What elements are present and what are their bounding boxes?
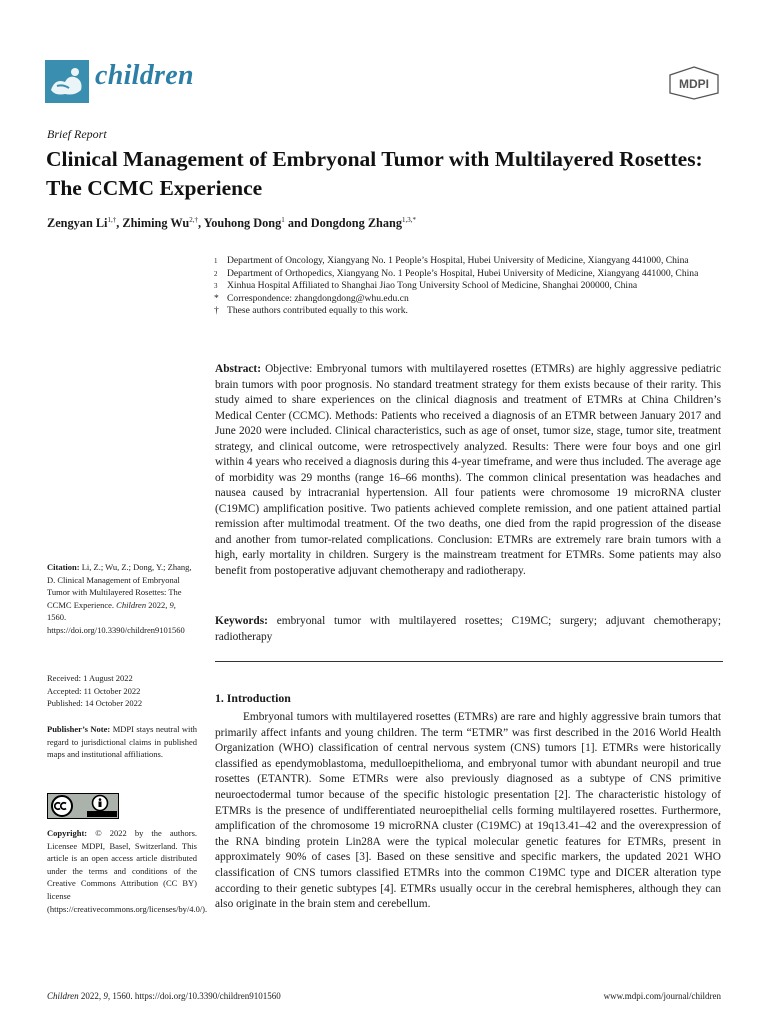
footer-citation: Children 2022, 9, 1560. https://doi.org/10.3390/children9101560 (47, 991, 281, 1001)
mdpi-logo (668, 66, 720, 100)
cc-by-icon[interactable] (47, 793, 119, 819)
footer-volume: 9 (103, 991, 108, 1001)
affiliation-mark: * (214, 292, 219, 304)
author-affil-mark: 1,† (107, 216, 117, 224)
affiliation-text: Department of Orthopedics, Xiangyang No. 1 People’s Hospital, Hubei University of Medicine, Xiangyang 441000, China (227, 267, 699, 279)
author-name: Dongdong Zhang (310, 216, 403, 231)
equal-contribution-item (214, 305, 734, 318)
abstract-text: Objective: Embryonal tumors with multilayered rosettes (ETMRs) are highly aggressive pediatric brain tumors with poor prognosis. No standard treatment strategy for them exists because of their rarity. This study aimed to share experiences on the clinical diagnosis and treatment of ETMRs at China Children’s Medical Center (CCMC). Methods: Patients who received a diagnosis of an ETMR between January 2017 and June 2020 were included. Clinical characteristics, such as age of onset, tumor size, stage, tumor site, treatment strategy, and clinical outcome, were retrospectively analyzed. Results: There were four boys and one girl within 4 years who received a diagnosis during this 4-year timeframe, and were thus included. The average age of morbidity was 29 months (range 16–66 months). The common clinical presentation was headaches and nausea caused by intracranial hypertension. All four patients were chromosome 19 microRNA cluster (C19MC) amplification positive. Two patients achieved complete remission, and one patient attained partial remission after multimodal treatment. Of the two deaths, one died from the rapid progression of the disease and another from tumor-related complications. Conclusion: ETMRs are extremely rare brain tumors with a high, early mortality in children. Surgery is the mainstream treatment for ETMRs. Some patients may also benefit from postoperative adjuvant chemotherapy and radiotherapy. (215, 363, 721, 577)
article-type: Brief Report (47, 127, 107, 141)
citation-doi[interactable]: , 1560. https://doi.org/10.3390/children9101560 (47, 599, 185, 635)
author-affil-mark: 1,3,* (402, 216, 417, 224)
copyright-block (47, 827, 208, 915)
affiliation-mark: 2 (214, 269, 218, 278)
footer-journal-url[interactable]: www.mdpi.com/journal/children (603, 991, 721, 1001)
publisher-note (47, 723, 197, 761)
journal-name: children (95, 60, 194, 91)
affiliation-item (214, 255, 734, 268)
copyright-label: Copyright: (47, 828, 88, 838)
publisher-note-text: MDPI stays neutral with regard to jurisdictional claims in published maps and institutional affiliations. (47, 724, 198, 760)
published-date: Published: 14 October 2022 (47, 698, 143, 709)
copyright-text: © 2022 by the authors. Licensee MDPI, Basel, Switzerland. This article is an open access article distributed under the terms and conditions of the Creative Commons Attribution (CC BY) license (https://creativecommons.org/licenses/by/4.0/). (47, 828, 208, 914)
author-list (47, 216, 416, 231)
citation-block: Citation: Li, Z.; Wu, Z.; Dong, Y.; Zhang, D. Clinical Management of Embryonal Tumor with Multilayered Rosettes: The CCMC Experience. Children 2022, 9, 1560. https://doi.org/10.3390/children9101560 (47, 562, 192, 635)
affiliation-list (214, 255, 734, 318)
keywords-label: Keywords: (215, 615, 268, 627)
article-title: Clinical Management of Embryonal Tumor with Multilayered Rosettes: The CCMC Experience (46, 147, 703, 200)
keywords (215, 614, 721, 645)
citation-text: Li, Z.; Wu, Z.; Dong, Y.; Zhang, D. Clinical Management of Embryonal Tumor with Multilayered Rosettes: The CCMC Experience. (47, 562, 192, 610)
citation-volume: 9 (169, 599, 174, 610)
footer-journal: Children (47, 991, 79, 1001)
affiliation-text: Xinhua Hospital Affiliated to Shanghai Jiao Tong University School of Medicine, Shanghai 200000, China (227, 280, 638, 291)
author-separator: and (284, 216, 311, 231)
affiliation-item (214, 280, 734, 293)
section-heading: 1. Introduction (215, 691, 291, 705)
affiliation-item (214, 268, 734, 281)
citation-year: 2022 (148, 599, 166, 610)
author-name: Youhong Dong (203, 216, 282, 231)
keywords-text: embryonal tumor with multilayered rosettes; C19MC; surgery; adjuvant chemotherapy; radiotherapy (215, 615, 721, 643)
author-separator: , (198, 216, 204, 231)
children-journal-logo-icon (45, 60, 89, 103)
author-separator: , (116, 216, 123, 231)
received-date: Received: 1 August 2022 (47, 673, 133, 683)
correspondence-text: Correspondence: zhangdongdong@whu.edu.cn (227, 292, 409, 304)
affiliation-text: Department of Oncology, Xiangyang No. 1 People’s Hospital, Hubei University of Medicine, Xiangyang 441000, China (227, 255, 689, 266)
equal-contribution-text: These authors contributed equally to this work. (227, 305, 408, 316)
author-name: Zhiming Wu (122, 216, 190, 231)
section-divider (215, 661, 723, 662)
author-affil-mark: 1 (281, 216, 285, 224)
affiliation-mark: † (214, 305, 219, 316)
citation-label: Citation: (47, 562, 80, 572)
footer-year: 2022 (80, 991, 99, 1001)
author-affil-mark: 2,† (189, 216, 199, 224)
footer-doi[interactable]: , 1560. https://doi.org/10.3390/children9101560 (107, 991, 281, 1001)
publication-dates (47, 672, 197, 710)
mdpi-logo-text: MDPI (679, 77, 709, 91)
affiliation-mark: 3 (214, 282, 218, 290)
correspondence-item (214, 293, 734, 306)
citation-journal: Children (116, 599, 147, 610)
abstract-label: Abstract: (215, 363, 261, 375)
introduction-paragraph: Embryonal tumors with multilayered rosettes (ETMRs) are rare and highly aggressive brain tumors that primarily affect infants and young children. The term “ETMR” was first described in the 2016 World Health Organization (WHO) classification of central nervous system (CNS) tumors [1]. ETMRs were historically classified as ependymoblastoma, medulloepithelioma, and embryonal tumor with abundant neuropil and true rosettes (ETANTR). Some ETMRs were also previously diagnosed as a subtype of CNS primitive neuroectodermal tumor because of the specific histologic presentation [2]. The characteristic histology of ETMRs is the presence of undifferentiated neuroepithelial cells forming multilayered rosettes. Furthermore, amplification of the chromosome 19 microRNA cluster (C19MC) at 19q13.41–42 and the overexpression of the RNA binding protein Lin28A were the typical molecular genetic features for ETMRs, present in approximately 90% of cases [3]. Based on these sensitive and specific markers, the updated 2021 WHO classification of CNS tumors classified ETMRs into the common C19MC type and DICER alteration type according to their genetic subtypes [4]. ETMRs usually occur in the cerebral hemispheres, although they can also originate in the brain stem and cerebellum. (215, 711, 721, 911)
author-name: Zengyan Li (47, 216, 108, 231)
abstract (215, 362, 721, 579)
affiliation-mark: 1 (214, 257, 218, 265)
publisher-note-label: Publisher’s Note: (47, 724, 111, 734)
accepted-date: Accepted: 11 October 2022 (47, 685, 141, 696)
